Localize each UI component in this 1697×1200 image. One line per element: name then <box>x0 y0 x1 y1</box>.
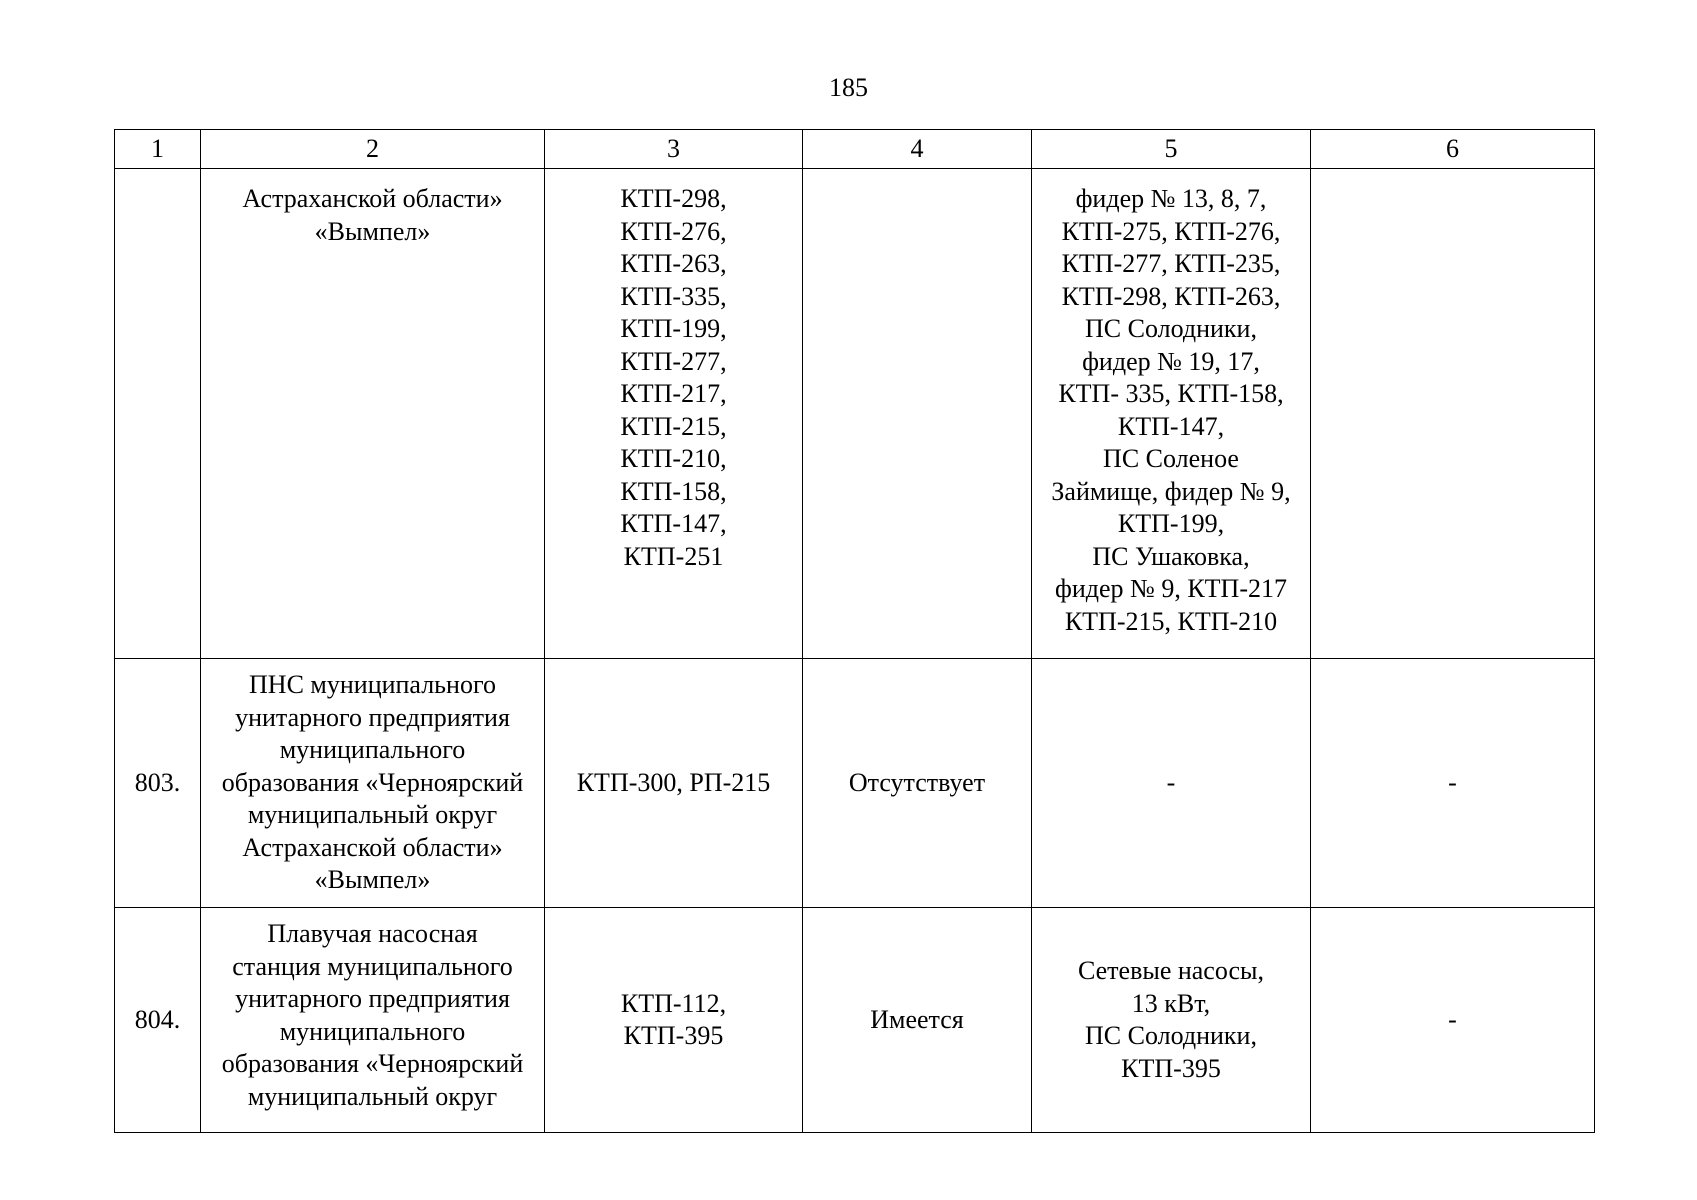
power-source-cell: Сетевые насосы, 13 кВт, ПС Солодники, КТП-395 <box>1032 908 1311 1133</box>
availability-cell <box>803 169 1032 659</box>
object-name-cell: ПНС муниципального унитарного предприятия муниципального образования «Черноярский муниципальный округ Астраханской области» «Вымпел» <box>201 659 545 908</box>
table-header-row <box>115 130 1595 169</box>
note-cell: - <box>1311 908 1595 1133</box>
table-row <box>115 908 1595 1133</box>
column-header: 6 <box>1311 130 1595 169</box>
column-header: 4 <box>803 130 1032 169</box>
row-number-cell: 804. <box>115 908 201 1133</box>
column-header: 1 <box>115 130 201 169</box>
note-cell: - <box>1311 659 1595 908</box>
column-header: 2 <box>201 130 545 169</box>
transformer-cell: КТП-300, РП-215 <box>545 659 803 908</box>
column-header: 3 <box>545 130 803 169</box>
transformer-cell: КТП-112, КТП-395 <box>545 908 803 1133</box>
data-table <box>114 129 1595 1133</box>
column-header: 5 <box>1032 130 1311 169</box>
transformer-cell: КТП-298, КТП-276, КТП-263, КТП-335, КТП-199, КТП-277, КТП-217, КТП-215, КТП-210, КТП-158, КТП-147, КТП-251 <box>545 169 803 659</box>
power-source-cell: фидер № 13, 8, 7, КТП-275, КТП-276, КТП-277, КТП-235, КТП-298, КТП-263, ПС Солодники, фидер № 19, 17, КТП- 335, КТП-158, КТП-147, ПС Соленое Займище, фидер № 9, КТП-199, ПС Ушаковка, фидер № 9, КТП-217 КТП-215, КТП-210 <box>1032 169 1311 659</box>
row-number-cell: 803. <box>115 659 201 908</box>
availability-cell: Отсутствует <box>803 659 1032 908</box>
row-number-cell <box>115 169 201 659</box>
page-number: 185 <box>829 73 868 102</box>
table-row <box>115 169 1595 659</box>
object-name-cell: Плавучая насосная станция муниципального унитарного предприятия муниципального образования «Черноярский муниципальный округ <box>201 908 545 1133</box>
object-name-cell: Астраханской области» «Вымпел» <box>201 169 545 659</box>
availability-cell: Имеется <box>803 908 1032 1133</box>
note-cell <box>1311 169 1595 659</box>
power-source-cell: - <box>1032 659 1311 908</box>
table-row <box>115 659 1595 908</box>
